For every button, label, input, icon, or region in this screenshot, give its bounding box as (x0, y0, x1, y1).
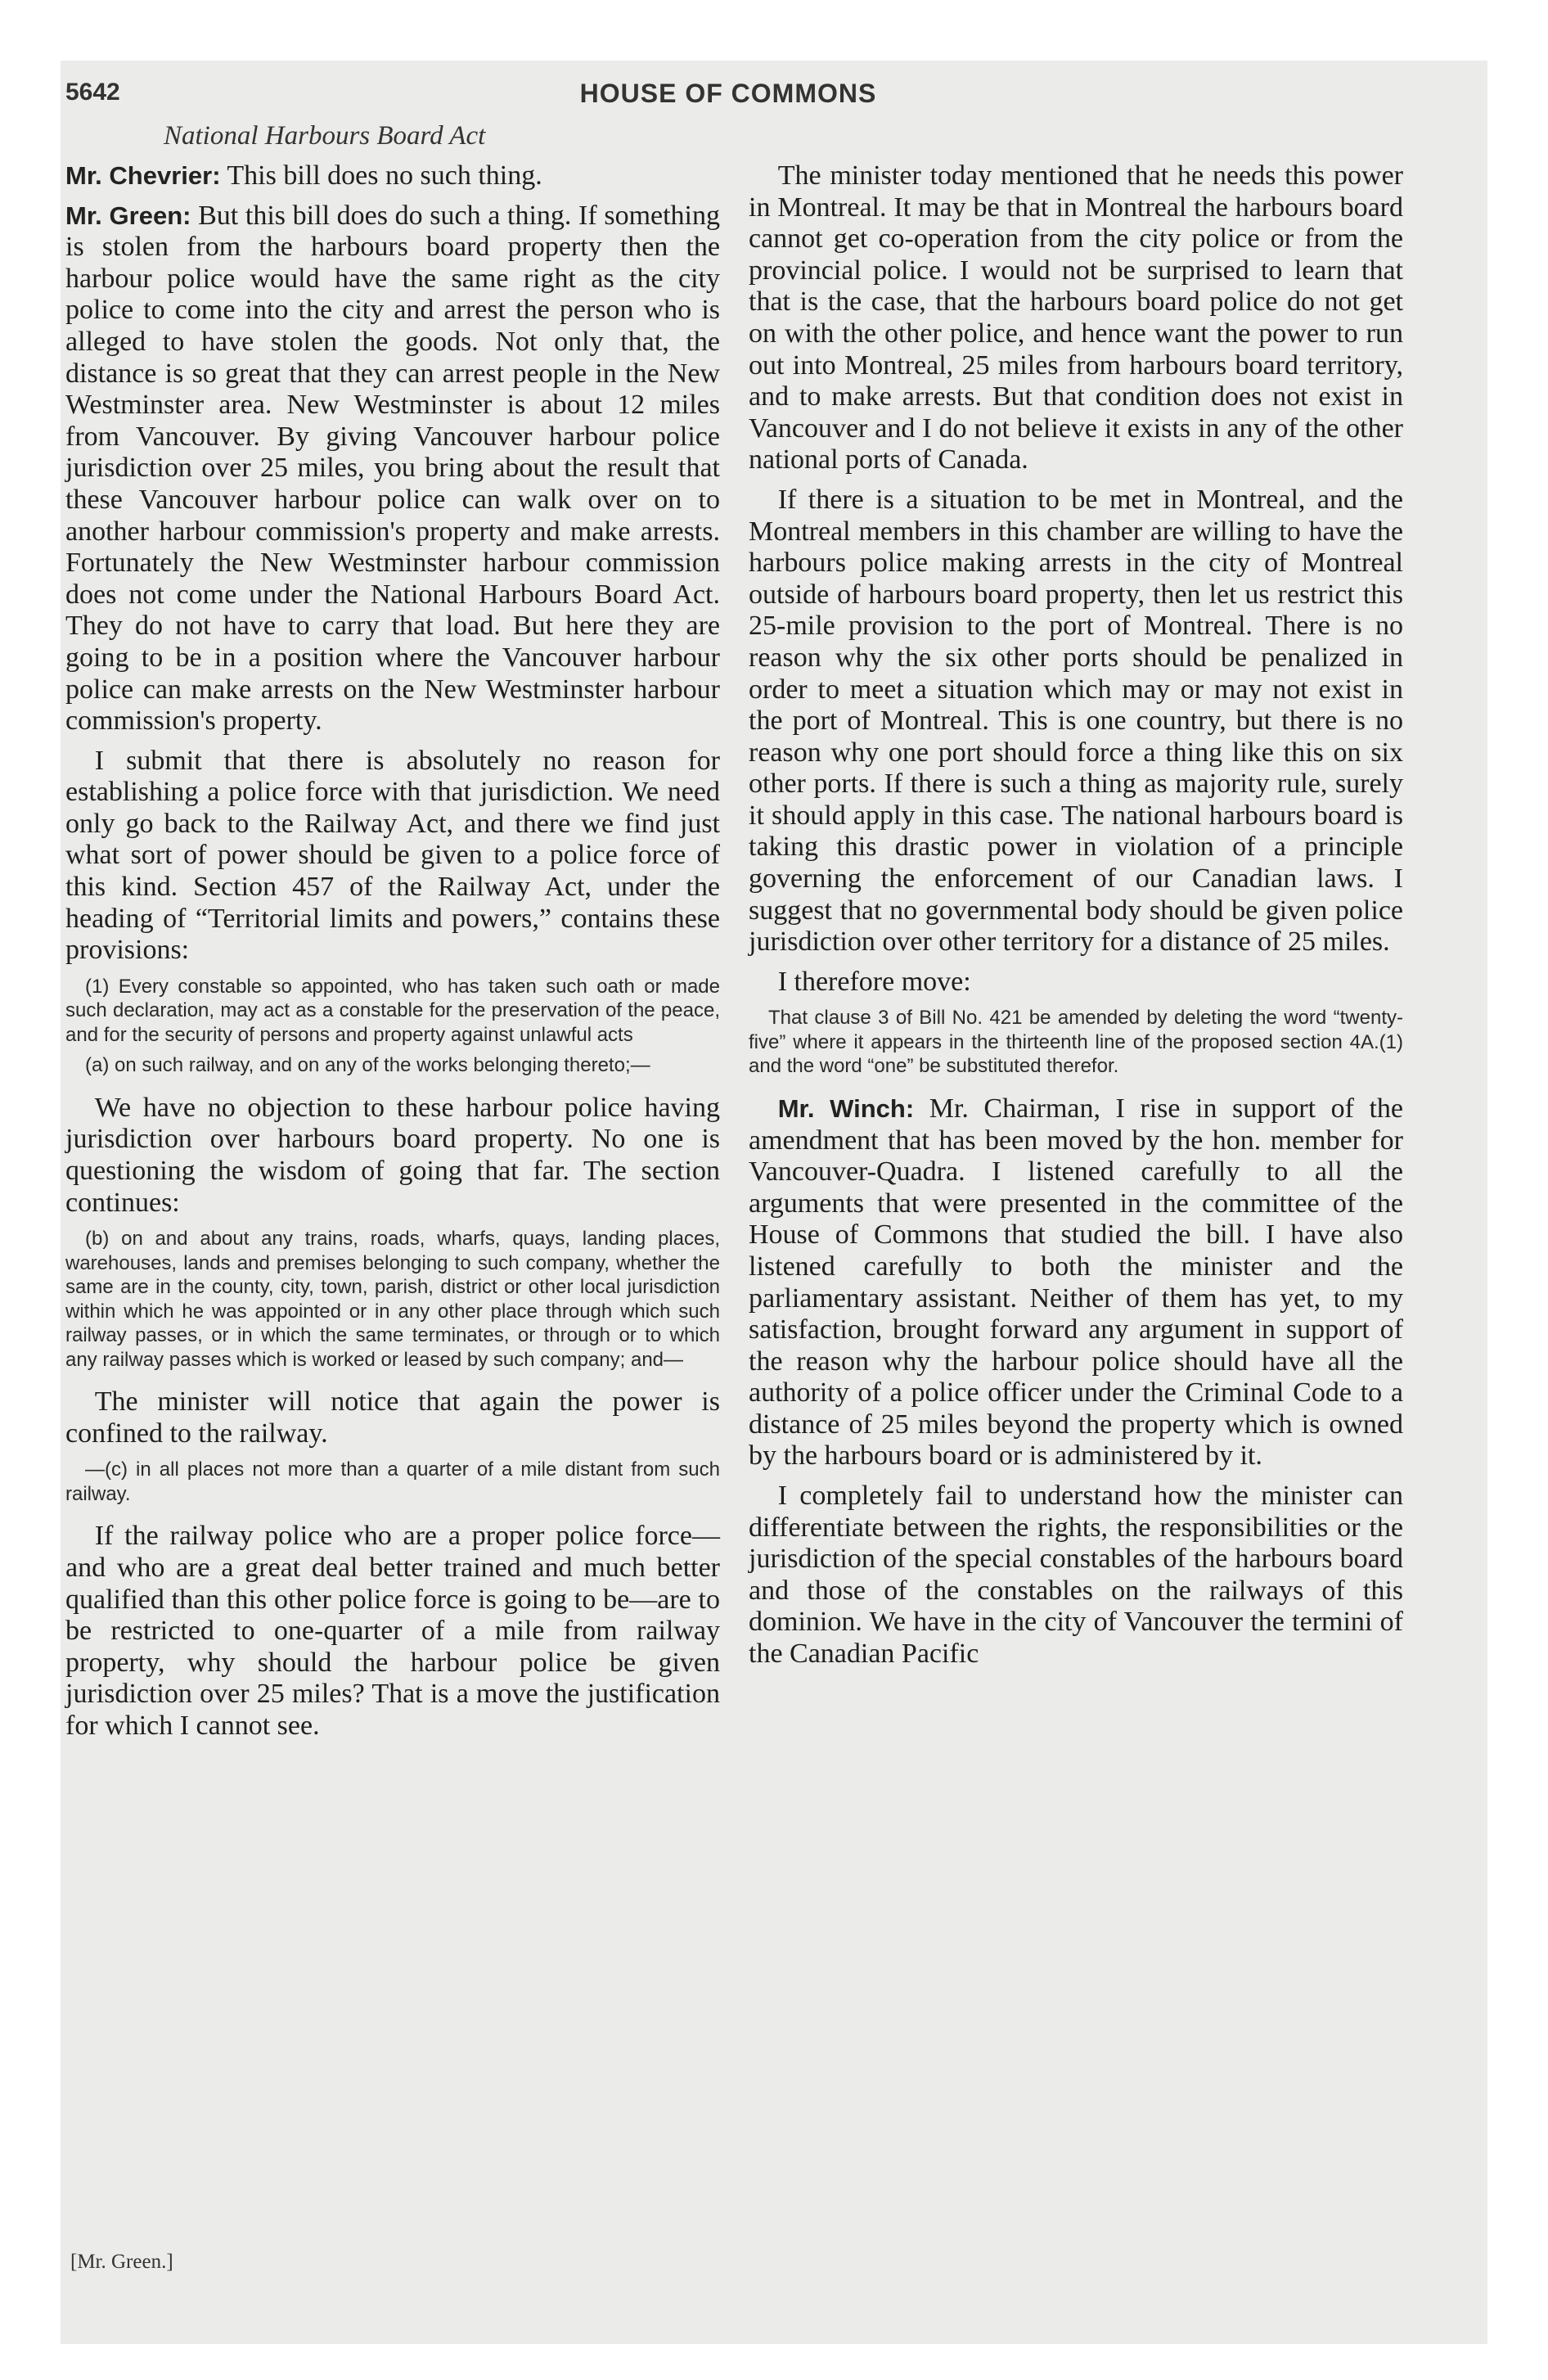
paragraph: The minister will notice that again the power is confined to the railway. (65, 1386, 720, 1449)
paragraph: I completely fail to understand how the minister can differentiate between the rights, the responsibilities or the jurisdiction of the special constables of the harbours board and those of the constables on the railways of this dominion. We have in the city of Vancouver the termini of the Canadian Pacific (749, 1481, 1403, 1670)
motion-text: That clause 3 of Bill No. 421 be amended by deleting the word “twenty-five” where it appears in the thirteenth line of the proposed section 4A.(1) and the word “one” be substituted therefor. (749, 1007, 1403, 1078)
running-head: National Harbours Board Act (164, 121, 486, 151)
speech-text: But this bill does do such a thing. If something is stolen from the harbours board property then the harbour police would have the same right as the city police to come into the city and arrest the person who is alleged to have stolen the goods. Not only that, the distance is so great that they can arrest people in the New Westminster area. New Westminster is about 12 miles from Vancouver. By giving Vancouver harbour police jurisdiction over 25 miles, you bring about the result that these Vancouver harbour police can walk over on to another harbour commission's property and make arrests. Fortunately the New Westminster harbour commission does not come under the National Harbours Board Act. They do not have to carry that load. But here they are going to be in a position where the Vancouver harbour police can make arrests on the New Westminster harbour commission's property. (65, 200, 720, 737)
speaker-name: Mr. Green: (65, 201, 191, 230)
paragraph (749, 1093, 1403, 1472)
speech-text: Mr. Chairman, I rise in support of the amendment that has been moved by the hon. member for Vancouver-Quadra. I listened carefully to all the arguments that were presented in the committee of the House of Commons that studied the bill. I have also listened carefully to both the minister and the parliamentary assistant. Neither of them has yet, to my satisfaction, brought forward any argument in support of the reason why the harbour police should have all the authority of a police officer under the Criminal Code to a distance of 25 miles beyond the property which is owned by the harbours board or is administered by it. (749, 1093, 1403, 1472)
journal-title: HOUSE OF COMMONS (579, 79, 877, 108)
paragraph: If there is a situation to be met in Montreal, and the Montreal members in this chamber are willing to have the harbours police making arrests in the city of Montreal outside of harbours board property, then let us restrict this 25-mile provision to the port of Montreal. There is no reason why the six other ports should be penalized in order to meet a situation which may or may not exist in the port of Montreal. This is one country, but there is no reason why one port should force a thing like this on six other ports. If there is such a thing as majority rule, surely it should apply in this case. The national harbours board is taking this drastic power in violation of a principle governing the enforcement of our Canadian laws. I suggest that no governmental body should be given police jurisdiction over other territory for a distance of 25 miles. (749, 484, 1403, 958)
paragraph: I submit that there is absolutely no reason for establishing a police force with that jurisdiction. We need only go back to the Railway Act, and there we find just what sort of power should be given to a police force of this kind. Section 457 of the Railway Act, under the heading of “Territorial limits and powers,” contains these provisions: (65, 745, 720, 966)
speaker-name: Mr. Chevrier: (65, 161, 221, 190)
paragraph: I therefore move: (777, 966, 971, 997)
paragraph (65, 201, 720, 737)
paragraph (65, 160, 720, 192)
page-number: 5642 (65, 79, 120, 106)
page-header (65, 79, 1391, 111)
speech-text: This bill does no such thing. (220, 160, 542, 191)
footer-attribution: [Mr. Green.] (70, 2251, 173, 2273)
paragraph: If the railway police who are a proper police force—and who are a great deal better trained and much better qualified than this other police force is going to be—are to be restricted to one-quarter of a mile from railway property, why should the harbour police be given jurisdiction over 25 miles? That is a move the justification for which I cannot see. (65, 1521, 720, 1741)
quoted-provision: —(c) in all places not more than a quarter of a mile distant from such railway. (65, 1458, 720, 1505)
quoted-provision: (1) Every constable so appointed, who has taken such oath or made such declaration, may act as a constable for the preservation of the peace, and for the security of persons and property against unlawful acts (65, 975, 720, 1046)
paragraph: The minister today mentioned that he needs this power in Montreal. It may be that in Montreal the harbours board cannot get co-operation from the city police or from the provincial police. I would not be surprised to learn that that is the case, that the harbours board police do not get on with the other police, and hence want the power to run out into Montreal, 25 miles from harbours board territory, and to make arrests. But that condition does not exist in Vancouver and I do not believe it exists in any of the other national ports of Canada. (749, 160, 1403, 476)
left-column (65, 160, 720, 2256)
quoted-provision: (a) on such railway, and on any of the works belonging thereto;— (85, 1054, 650, 1077)
quoted-provision: (b) on and about any trains, roads, wharfs, quays, landing places, warehouses, lands and premises belonging to such company, whether the same are in the county, city, town, parish, district or other local jurisdiction within which he was appointed or in any other place through which such railway passes, or in which the same terminates, or through or to which any railway passes which is worked or leased by such company; and— (65, 1228, 720, 1371)
paragraph: We have no objection to these harbour police having jurisdiction over harbours board property. No one is questioning the wisdom of going that far. The section continues: (65, 1092, 720, 1218)
speaker-name: Mr. Winch: (777, 1093, 915, 1123)
right-column (749, 160, 1403, 2256)
